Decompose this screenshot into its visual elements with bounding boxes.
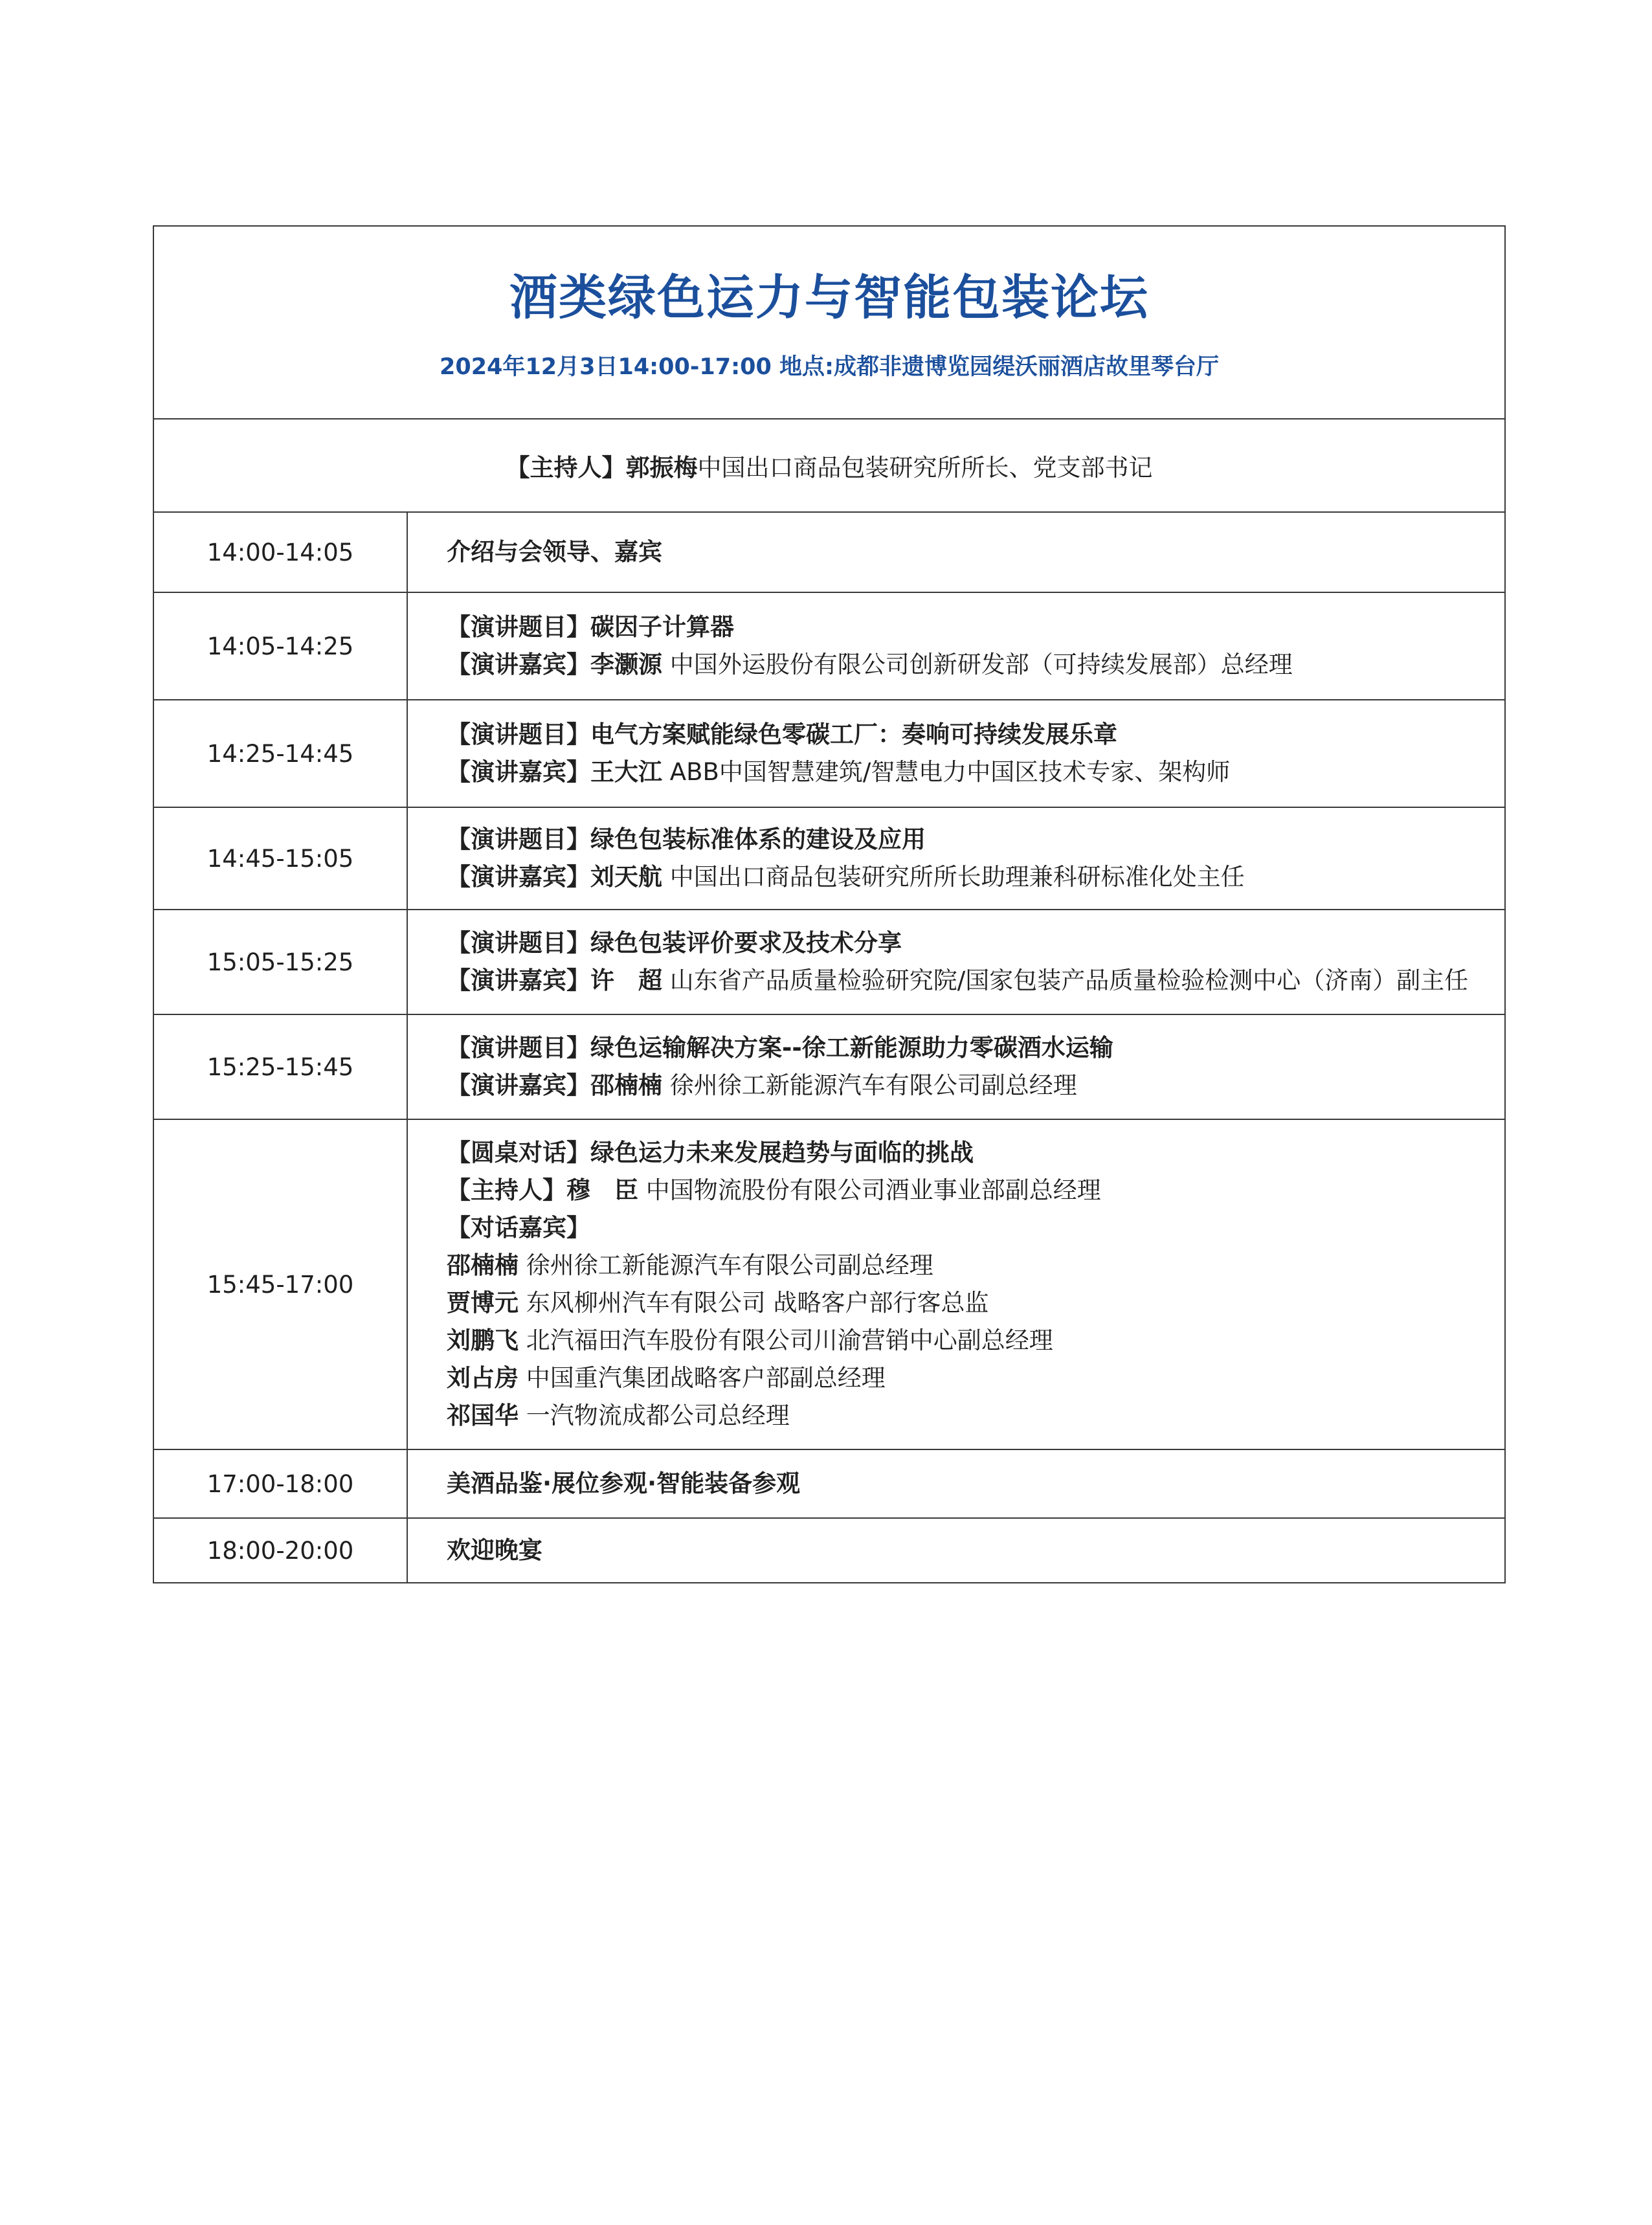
session-line-detail: 一汽物流成都公司总经理 (519, 1402, 790, 1429)
agenda-rows (154, 513, 1504, 1582)
session-line (447, 1284, 1504, 1322)
event-date-location: 2024年12月3日14:00-17:00 地点:成都非遗博览园缇沃丽酒店故里琴台厅 (440, 354, 1219, 381)
session-line (447, 1067, 1504, 1104)
agenda-row (154, 700, 1504, 808)
session-line-label: 【演讲题目】绿色运输解决方案--徐工新能源助力零碳酒水运输 (447, 1034, 1113, 1062)
agenda-row (154, 1015, 1504, 1120)
session-line-label: 刘占房 (447, 1364, 519, 1392)
session-line (447, 858, 1504, 896)
session-line (447, 1209, 1504, 1247)
session-line-label: 【演讲嘉宾】李灏源 (447, 651, 662, 678)
session-line-label: 邵楠楠 (447, 1251, 519, 1279)
session-content (408, 593, 1504, 699)
session-line (447, 1322, 1504, 1359)
session-line-label: 美酒品鉴·展位参观·智能装备参观 (447, 1470, 801, 1497)
session-line-label: 【演讲题目】碳因子计算器 (447, 613, 734, 641)
agenda-row (154, 513, 1504, 593)
time-slot: 15:05-15:25 (154, 910, 408, 1014)
time-slot: 17:00-18:00 (154, 1450, 408, 1517)
session-line-label: 【演讲题目】绿色包装标准体系的建设及应用 (447, 825, 926, 853)
session-line-label: 【主持人】穆 臣 (447, 1176, 638, 1204)
agenda-row (154, 1450, 1504, 1519)
agenda-header (154, 227, 1504, 419)
session-line-label: 【对话嘉宾】 (447, 1214, 590, 1242)
session-line-detail: 徐州徐工新能源汽车有限公司副总经理 (662, 1071, 1077, 1099)
session-content (408, 700, 1504, 807)
session-line-detail: ABB中国智慧建筑/智慧电力中国区技术专家、架构师 (662, 758, 1231, 786)
time-slot: 18:00-20:00 (154, 1519, 408, 1582)
session-line-label: 【演讲题目】绿色包装评价要求及技术分享 (447, 929, 902, 957)
session-line-label: 【演讲嘉宾】邵楠楠 (447, 1071, 662, 1099)
agenda-row (154, 1120, 1504, 1450)
session-line-detail: 北汽福田汽车股份有限公司川渝营销中心副总经理 (519, 1326, 1053, 1354)
session-content (408, 1015, 1504, 1119)
time-slot: 14:00-14:05 (154, 513, 408, 592)
session-content (408, 1519, 1504, 1582)
time-slot: 15:45-17:00 (154, 1120, 408, 1449)
session-line-detail: 中国物流股份有限公司酒业事业部副总经理 (638, 1176, 1101, 1204)
agenda-row (154, 593, 1504, 700)
time-slot: 15:25-15:45 (154, 1015, 408, 1119)
session-line (447, 1532, 1504, 1569)
host-label: 【主持人】郭振梅 (506, 454, 698, 482)
session-line (447, 1172, 1504, 1209)
page-title: 酒类绿色运力与智能包装论坛 (509, 270, 1149, 326)
agenda-row (154, 1519, 1504, 1582)
session-line (447, 1134, 1504, 1172)
session-content (408, 910, 1504, 1014)
session-line (447, 962, 1504, 1000)
session-line (447, 1397, 1504, 1435)
session-content (408, 513, 1504, 592)
session-line (447, 533, 1504, 571)
agenda-row (154, 808, 1504, 910)
session-line (447, 754, 1504, 791)
session-line (447, 646, 1504, 684)
time-slot: 14:25-14:45 (154, 700, 408, 807)
session-line-label: 【圆桌对话】绿色运力未来发展趋势与面临的挑战 (447, 1139, 974, 1167)
session-line-detail: 徐州徐工新能源汽车有限公司副总经理 (519, 1251, 933, 1279)
session-line (447, 1247, 1504, 1284)
session-line (447, 609, 1504, 646)
session-line-label: 刘鹏飞 (447, 1326, 519, 1354)
session-line (447, 716, 1504, 754)
session-content (408, 808, 1504, 909)
session-line-detail: 中国出口商品包装研究所所长助理兼科研标准化处主任 (662, 863, 1245, 891)
session-line-detail: 中国重汽集团战略客户部副总经理 (519, 1364, 886, 1392)
session-line-label: 【演讲嘉宾】许 超 (447, 967, 662, 994)
session-line-label: 【演讲嘉宾】刘天航 (447, 863, 662, 891)
host-row (154, 419, 1504, 513)
session-line-label: 【演讲嘉宾】王大江 (447, 758, 662, 786)
session-line (447, 821, 1504, 858)
session-line (447, 924, 1504, 962)
session-content (408, 1120, 1504, 1449)
session-line-label: 【演讲题目】电气方案赋能绿色零碳工厂：奏响可持续发展乐章 (447, 721, 1117, 748)
session-line-detail: 中国外运股份有限公司创新研发部（可持续发展部）总经理 (662, 651, 1293, 678)
host-detail: 中国出口商品包装研究所所长、党支部书记 (697, 454, 1153, 482)
session-line-detail: 东风柳州汽车有限公司 战略客户部行客总监 (519, 1289, 989, 1317)
session-line (447, 1465, 1504, 1503)
agenda-table (153, 225, 1506, 1583)
session-line-label: 祁国华 (447, 1402, 519, 1429)
time-slot: 14:45-15:05 (154, 808, 408, 909)
time-slot: 14:05-14:25 (154, 593, 408, 699)
session-content (408, 1450, 1504, 1517)
session-line (447, 1359, 1504, 1397)
session-line (447, 1029, 1504, 1067)
session-line-label: 贾博元 (447, 1289, 519, 1317)
session-line-detail: 山东省产品质量检验研究院/国家包装产品质量检验检测中心（济南）副主任 (662, 967, 1469, 994)
session-line-label: 介绍与会领导、嘉宾 (447, 538, 662, 566)
agenda-row (154, 910, 1504, 1015)
session-line-label: 欢迎晚宴 (447, 1536, 542, 1564)
